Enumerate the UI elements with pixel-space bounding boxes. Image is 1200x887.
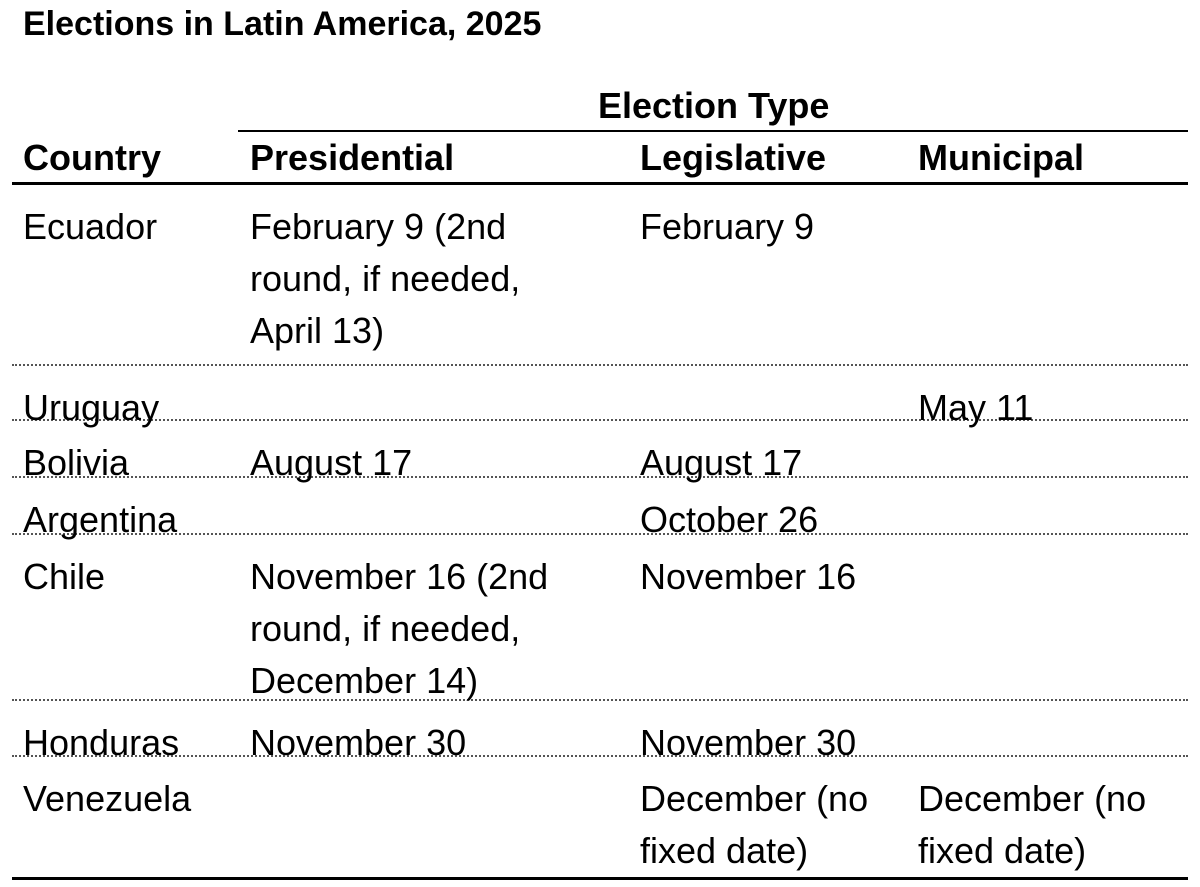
table-body (12, 185, 1188, 882)
presidential-cell: August 17 (250, 442, 413, 483)
legislative-cell: November 16 (640, 556, 857, 597)
group-header-rule (238, 130, 1188, 132)
table-row (12, 185, 1188, 366)
legislative-cell: February 9 (640, 206, 815, 247)
municipal-cell: December (no fixed date) (918, 778, 1147, 871)
country-cell: Uruguay (23, 387, 160, 428)
legislative-cell: August 17 (640, 442, 803, 483)
presidential-cell: November 30 (250, 722, 467, 763)
table-row (12, 478, 1188, 540)
legislative-cell: December (no fixed date) (640, 778, 869, 871)
legislative-cell: November 30 (640, 722, 857, 763)
country-cell: Venezuela (23, 778, 192, 819)
bottom-rule (12, 877, 1188, 880)
municipal-cell: May 11 (918, 387, 1034, 428)
country-cell: Bolivia (23, 442, 130, 483)
column-header-legislative: Legislative (640, 137, 827, 178)
country-cell: Honduras (23, 722, 180, 763)
table-row (12, 701, 1188, 763)
table-row (12, 366, 1188, 428)
column-header-presidential: Presidential (250, 137, 455, 178)
country-cell: Ecuador (23, 206, 158, 247)
table-row (12, 535, 1188, 701)
country-cell: Argentina (23, 499, 178, 540)
table-row (12, 757, 1188, 882)
table-row (12, 421, 1188, 483)
column-header-country: Country (23, 137, 161, 178)
table-title: Elections in Latin America, 2025 (23, 5, 542, 43)
column-header-municipal: Municipal (918, 137, 1085, 178)
presidential-cell: November 16 (2nd round, if needed, December 14) (250, 556, 549, 701)
election-type-header: Election Type (598, 85, 830, 126)
presidential-cell: February 9 (2nd round, if needed, April 13) (250, 206, 521, 351)
country-cell: Chile (23, 556, 106, 597)
legislative-cell: October 26 (640, 499, 819, 540)
